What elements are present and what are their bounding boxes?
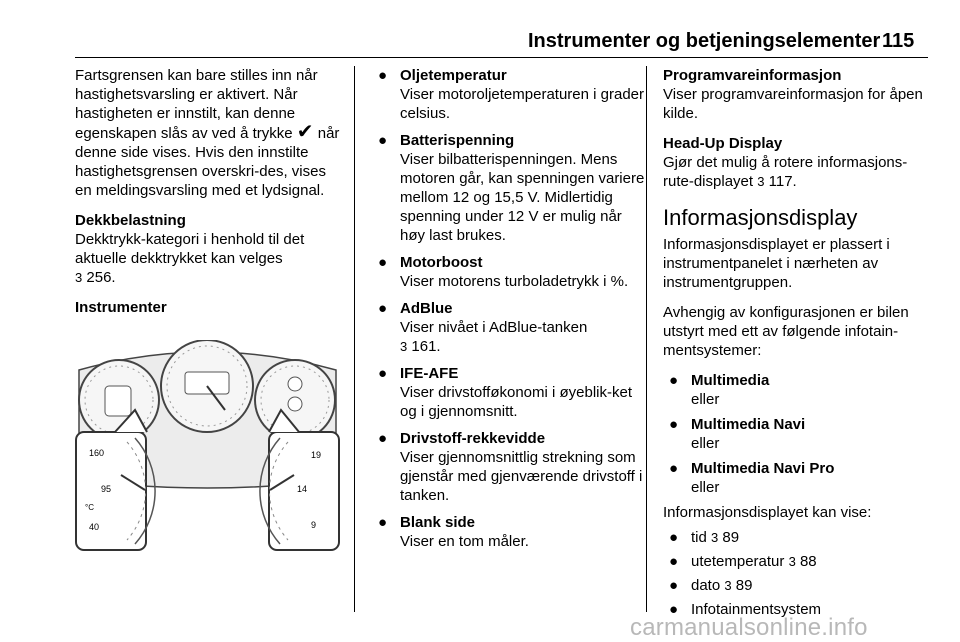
watermark: carmanualsonline.info (630, 614, 868, 641)
hud-text: Gjør det mulig å rotere informasjons-rute-displayet (663, 154, 908, 190)
cluster-label-left-unit: °C (85, 503, 94, 512)
bullet: ● (378, 132, 388, 149)
show-ref: 89 (735, 577, 753, 594)
column-divider-1 (354, 66, 355, 612)
hud-heading: Head-Up Display (663, 135, 783, 152)
tyre-heading: Dekkbelastning (75, 212, 186, 229)
item-text: Viser nivået i AdBlue-tanken (400, 319, 588, 336)
system-suffix: eller (691, 479, 720, 496)
bullet: ● (378, 300, 388, 317)
software-heading: Programvareinformasjon (663, 67, 842, 84)
list-item (378, 513, 648, 551)
show-label: tid (691, 529, 707, 546)
show-ref: 89 (722, 529, 740, 546)
software-text: Viser programvareinformasjon for åpen kilde. (663, 86, 923, 122)
speed-limit-paragraph (75, 66, 345, 200)
instrument-cluster-illustration (75, 340, 340, 552)
page-ref-arrow-icon: 3 (400, 339, 408, 354)
show-ref: 88 (799, 553, 817, 570)
column-middle (378, 66, 648, 559)
cluster-label-right-mid: 14 (297, 484, 308, 494)
page-ref-arrow-icon: 3 (711, 530, 719, 545)
cluster-label-left-bottom: 40 (89, 522, 100, 532)
system-suffix: eller (691, 391, 720, 408)
item-text: Viser en tom måler. (400, 533, 529, 550)
system-list-item (663, 371, 933, 390)
item-text: Viser drivstofføkonomi i øyeblik-ket og i gjennomsnitt. (400, 384, 633, 420)
info-display-heading: Informasjonsdisplay (663, 205, 858, 230)
cluster-label-right-top: 19 (311, 450, 322, 460)
bullet: ● (378, 430, 388, 447)
bullet: ● (669, 577, 679, 594)
page-header (0, 0, 960, 60)
tyre-text: Dekktrykk-kategori i henhold til det aktuelle dekktrykket kan velges (75, 231, 305, 267)
item-title: Drivstoff-rekkevidde (400, 430, 546, 447)
list-item (378, 299, 648, 356)
item-title: Blank side (400, 514, 476, 531)
show-list-item (663, 552, 933, 571)
system-name: Multimedia Navi (691, 416, 806, 433)
system-list-item (663, 459, 933, 478)
show-label: utetemperatur (691, 553, 785, 570)
bullet: ● (378, 514, 388, 531)
header-divider (75, 57, 928, 58)
list-item (378, 253, 648, 291)
bullet: ● (669, 553, 679, 570)
item-ref: 161. (411, 338, 441, 355)
show-label: dato (691, 577, 721, 594)
list-item (378, 429, 648, 505)
item-text: Viser gjennomsnittlig strekning som gjenstår med gjenværende drivstoff i tanken. (400, 449, 643, 504)
bullet: ● (378, 365, 388, 382)
bullet: ● (378, 254, 388, 271)
hud-paragraph (663, 153, 933, 191)
cluster-label-right-bottom: 9 (311, 520, 317, 530)
page-ref-arrow-icon: 3 (788, 554, 796, 569)
speed-limit-text-2: når denne side vises. Hvis den innstilte hastighetsgrensen overskri-des, vises en meldingsvarsling med et lydsignal. (75, 125, 340, 199)
speed-limit-text: Fartsgrensen kan bare stilles inn når hastighetsvarsling er aktivert. Når hastigheten er innstilt, kan denne egenskapen slås av ved å trykke (75, 67, 318, 142)
item-text: Viser motoroljetemperaturen i grader celsius. (400, 86, 645, 122)
page-ref-arrow-icon: 3 (724, 578, 732, 593)
system-suffix: eller (691, 435, 720, 452)
show-label: Infotainmentsystem (691, 601, 822, 618)
bullet: ● (669, 529, 679, 546)
page-title: Instrumenter og betjeningselementer (528, 30, 881, 52)
list-item (378, 66, 648, 123)
item-title: Batterispenning (400, 132, 515, 149)
system-name: Multimedia Navi Pro (691, 460, 835, 477)
info-text-2: Avhengig av konfigurasjonen er bilen utstyrt med ett av følgende infotain-mentsystemer: (663, 304, 909, 359)
item-text: Viser motorens turboladetrykk i %. (400, 273, 629, 290)
bullet: ● (669, 416, 679, 433)
instruments-heading: Instrumenter (75, 299, 167, 316)
bullet: ● (669, 460, 679, 477)
system-list-item (663, 415, 933, 434)
hud-ref: 117. (768, 173, 797, 190)
item-title: AdBlue (400, 300, 453, 317)
tyre-paragraph (75, 230, 345, 287)
page-ref-arrow-icon: 3 (75, 270, 83, 285)
list-item (378, 364, 648, 421)
bullet: ● (378, 67, 388, 84)
list-item (378, 131, 648, 245)
can-show-text: Informasjonsdisplayet kan vise: (663, 504, 872, 521)
bullet: ● (669, 601, 679, 618)
system-name: Multimedia (691, 372, 770, 389)
column-left (75, 66, 345, 317)
item-title: IFE-AFE (400, 365, 459, 382)
item-title: Motorboost (400, 254, 483, 271)
page-number: 115 (882, 30, 915, 52)
checkmark-icon: ✔ (296, 121, 314, 143)
cluster-label-left-top: 160 (89, 448, 105, 458)
cluster-label-left-mid: 95 (101, 484, 112, 494)
item-title: Oljetemperatur (400, 67, 507, 84)
tyre-ref: 256. (86, 269, 116, 286)
page-ref-arrow-icon: 3 (757, 174, 765, 189)
info-text-1: Informasjonsdisplayet er plassert i instrumentpanelet i nærheten av instrumentgruppen. (663, 236, 890, 291)
show-list-item (663, 528, 933, 547)
bullet: ● (669, 372, 679, 389)
show-list-item (663, 576, 933, 595)
column-right (663, 66, 933, 624)
item-text: Viser bilbatterispenningen. Mens motoren går, kan spenningen variere mellom 12 og 15,5 V. Midlertidig spenning under 12 V er mulig når høy last brukes. (400, 151, 645, 244)
